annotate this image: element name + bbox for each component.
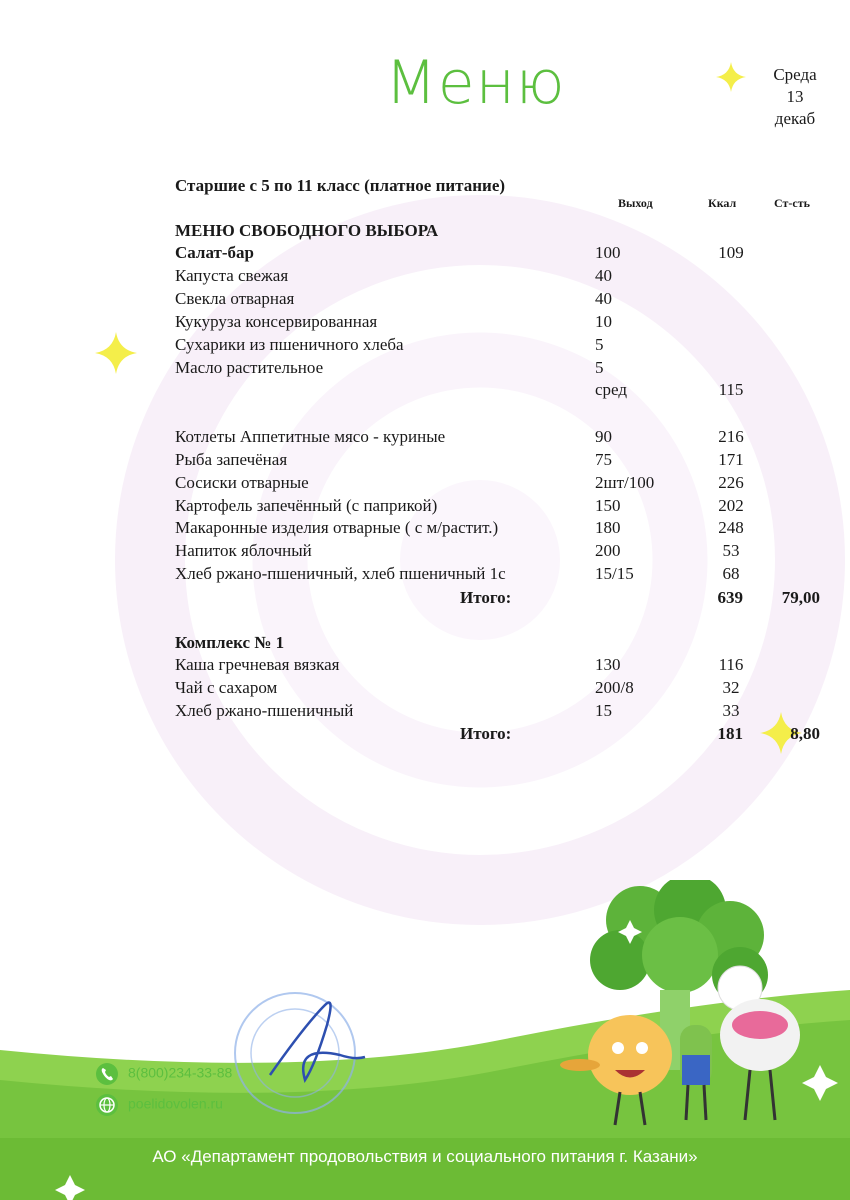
total-kcal: 181 bbox=[717, 724, 743, 743]
menu-row bbox=[175, 266, 820, 288]
signature bbox=[270, 1003, 365, 1081]
item-output: 2шт/100 bbox=[595, 473, 655, 492]
item-kcal: 53 bbox=[722, 541, 740, 560]
column-header-kcal: Ккал bbox=[708, 196, 737, 210]
item-output: 180 bbox=[595, 518, 621, 537]
menu-row bbox=[175, 496, 820, 518]
total-label: Итого: bbox=[460, 588, 512, 607]
sparkle-icon bbox=[716, 62, 746, 92]
item-kcal: 32 bbox=[722, 678, 740, 697]
website-url: poelidovolen.ru bbox=[128, 1095, 223, 1112]
item-output: сред bbox=[595, 380, 628, 399]
item-name: Сухарики из пшеничного хлеба bbox=[175, 335, 404, 354]
item-name: Котлеты Аппетитные мясо - куриные bbox=[175, 427, 446, 446]
menu-row bbox=[175, 564, 820, 586]
menu-row bbox=[175, 655, 820, 677]
menu-row bbox=[175, 473, 820, 495]
item-name: Картофель запечённый (с паприкой) bbox=[175, 496, 438, 515]
phone-number: 8(800)234-33-88 bbox=[128, 1064, 233, 1081]
menu-subtitle: Старшие с 5 по 11 класс (платное питание) bbox=[175, 176, 506, 195]
date-day: Среда bbox=[773, 65, 817, 84]
item-kcal: 226 bbox=[718, 473, 744, 492]
menu-row bbox=[175, 358, 820, 380]
menu-row bbox=[175, 427, 820, 449]
globe-icon bbox=[96, 1094, 118, 1116]
total-label: Итого: bbox=[460, 724, 512, 743]
item-output: 40 bbox=[595, 266, 612, 285]
item-output: 100 bbox=[595, 243, 621, 262]
date-month: декаб bbox=[774, 109, 816, 128]
menu-row bbox=[175, 678, 820, 700]
menu-row bbox=[175, 312, 820, 334]
item-kcal: 33 bbox=[722, 701, 740, 720]
item-output: 5 bbox=[595, 335, 604, 354]
item-kcal: 116 bbox=[718, 655, 744, 674]
menu-row bbox=[175, 518, 820, 540]
page-title: Меню bbox=[385, 48, 566, 118]
item-kcal: 248 bbox=[718, 518, 744, 537]
item-name: Чай с сахаром bbox=[175, 678, 278, 697]
menu-row bbox=[175, 541, 820, 563]
item-name: Напиток яблочный bbox=[175, 541, 312, 560]
item-name: Свекла отварная bbox=[175, 289, 295, 308]
menu-row bbox=[175, 289, 820, 311]
date-number: 13 bbox=[786, 87, 804, 106]
item-name: Каша гречневая вязкая bbox=[175, 655, 340, 674]
stamp-seal bbox=[215, 985, 385, 1115]
item-output: 15/15 bbox=[595, 564, 634, 583]
menu-row bbox=[175, 335, 820, 357]
item-kcal: 68 bbox=[722, 564, 740, 583]
item-name: Хлеб ржано-пшеничный bbox=[175, 701, 354, 720]
item-output: 15 bbox=[595, 701, 612, 720]
footer-phone[interactable] bbox=[96, 1063, 232, 1085]
total-row bbox=[175, 724, 820, 746]
footer-website[interactable] bbox=[96, 1094, 223, 1116]
item-name: Хлеб ржано-пшеничный, хлеб пшеничный 1с bbox=[175, 564, 506, 583]
date-block bbox=[760, 64, 830, 130]
item-kcal: 202 bbox=[718, 496, 744, 515]
item-kcal: 109 bbox=[718, 243, 744, 262]
company-name: АО «Департамент продовольствия и социального питания г. Казани» bbox=[152, 1147, 698, 1166]
item-name: Сосиски отварные bbox=[175, 473, 309, 492]
item-kcal: 115 bbox=[718, 380, 744, 399]
item-name: Кукуруза консервированная bbox=[175, 312, 378, 331]
total-kcal: 639 bbox=[717, 588, 743, 607]
column-header-cost: Ст-сть bbox=[774, 196, 810, 210]
section-title-free-choice: МЕНЮ СВОБОДНОГО ВЫБОРА bbox=[175, 221, 439, 240]
item-output: 200 bbox=[595, 541, 621, 560]
phone-icon bbox=[96, 1063, 118, 1085]
menu-row bbox=[175, 380, 820, 402]
item-name: Капуста свежая bbox=[175, 266, 289, 285]
item-kcal: 171 bbox=[718, 450, 744, 469]
item-name: Рыба запечёная bbox=[175, 450, 288, 469]
total-row bbox=[175, 588, 820, 610]
item-name: Салат-бар bbox=[175, 243, 254, 262]
item-output: 90 bbox=[595, 427, 612, 446]
item-output: 40 bbox=[595, 289, 612, 308]
item-name: Макаронные изделия отварные ( с м/растит.) bbox=[175, 518, 499, 537]
item-output: 200/8 bbox=[595, 678, 634, 697]
item-name: Масло растительное bbox=[175, 358, 324, 377]
total-cost: 8,80 bbox=[790, 724, 820, 743]
total-cost: 79,00 bbox=[781, 588, 820, 607]
section-title-complex: Комплекс № 1 bbox=[175, 633, 285, 652]
menu-row bbox=[175, 701, 820, 723]
item-output: 150 bbox=[595, 496, 621, 515]
menu-row bbox=[175, 450, 820, 472]
item-output: 130 bbox=[595, 655, 621, 674]
item-output: 75 bbox=[595, 450, 612, 469]
menu-row bbox=[175, 243, 820, 265]
item-output: 5 bbox=[595, 358, 604, 377]
sparkle-icon bbox=[95, 332, 137, 374]
item-output: 10 bbox=[595, 312, 612, 331]
column-header-output: Выход bbox=[618, 196, 653, 210]
item-kcal: 216 bbox=[718, 427, 744, 446]
